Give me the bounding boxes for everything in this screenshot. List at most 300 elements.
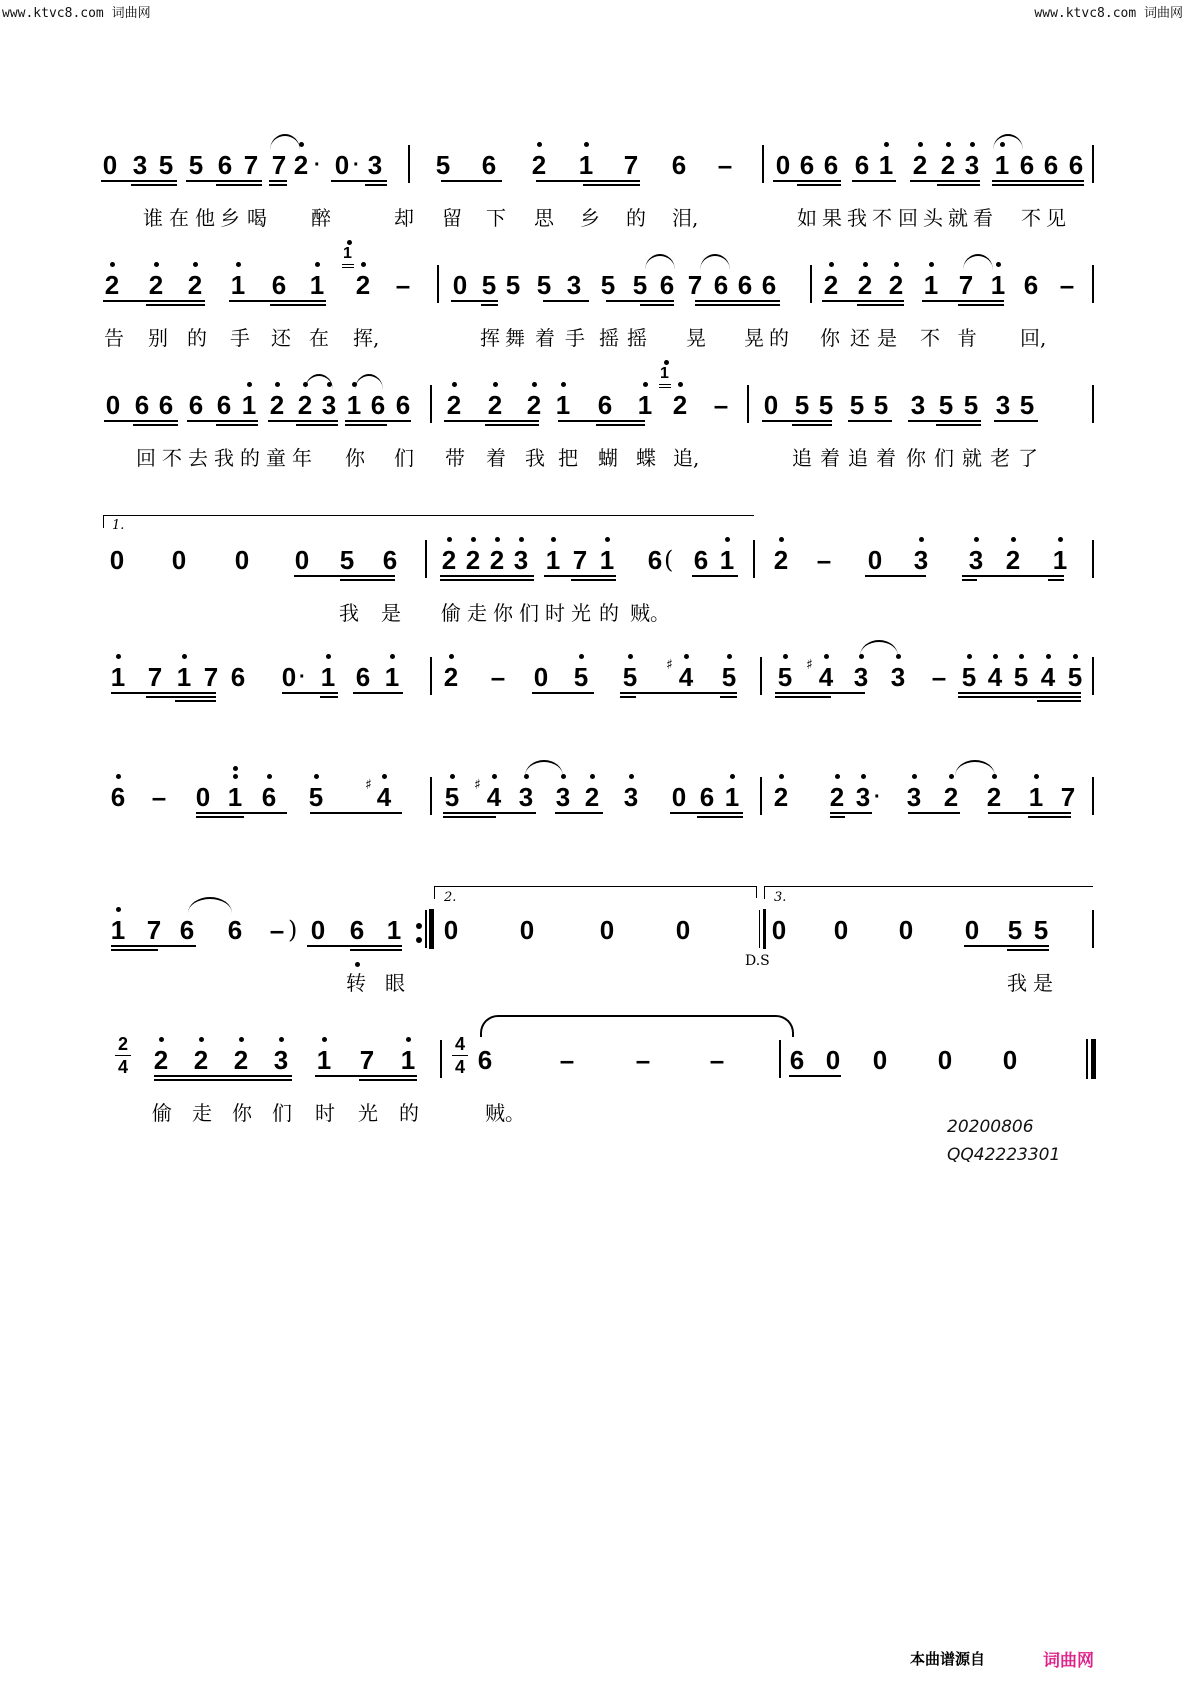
note: 6 [659,270,675,300]
note: 7 [147,662,163,692]
note: 3 [910,545,932,575]
lyric: 偷 [152,1101,172,1125]
lyric: 追, [673,446,700,470]
lyric: 回 [898,206,918,230]
date-stamp: 20200806 [947,1117,1034,1137]
note: 6 [107,782,129,812]
note: 1 [107,915,129,945]
lyric: 肯 [957,326,977,350]
lyric: 们 [519,601,539,625]
note: 3 [961,150,983,180]
volta-2-label: 2. [444,890,457,905]
note: 0 [519,915,535,945]
note: 5 [1033,915,1049,945]
watermark-header-right: www.ktvc8.com 词曲网 [1034,6,1183,21]
note: 2 [145,270,167,300]
note: 6 [179,915,195,945]
rest-dash: – [709,1045,725,1075]
rest-dash: – [713,390,729,420]
note: 3 [510,545,532,575]
note: 2 [290,150,312,180]
note: 7 [271,150,287,180]
lyric: 摇 [599,326,619,350]
lyric: 把 [558,446,578,470]
lyric: 你 [906,446,926,470]
lyric: 着 [876,446,896,470]
note: 5 [794,390,810,420]
lyric: 不 [872,206,892,230]
lyric: 别 [148,326,168,350]
note: 3 [620,782,642,812]
grace-note: 1 [343,245,352,262]
note: 6 [158,390,174,420]
rest-dash: – [151,782,167,812]
lyric: 带 [445,446,465,470]
lyric: 在 [309,326,329,350]
note: 7 [1060,782,1076,812]
note: 5 [632,270,648,300]
note: 7 [623,150,639,180]
note: 6 [258,782,280,812]
note: 0 [964,915,980,945]
note: 6 [217,150,233,180]
note: 2 [1002,545,1024,575]
note: 1 [397,1045,419,1075]
lyric: 眼 [385,971,405,995]
note: 4 [675,662,697,692]
note: 7 [958,270,974,300]
lyric: 的 [626,206,646,230]
lyric: 舞 [505,326,525,350]
lyric: 童 [266,446,286,470]
lyric: 我 [847,206,867,230]
note: 2 [150,1045,172,1075]
lyric: 不 [162,446,182,470]
note: 2 [266,390,288,420]
note: 3 [910,390,926,420]
lyric: 我 [214,446,234,470]
lyric: 泪, [672,206,699,230]
note: 0 [234,545,250,575]
note: 7 [243,150,259,180]
note: 2 [486,545,508,575]
note: 7 [203,662,219,692]
rest-dash: – [931,662,947,692]
lyric: 时 [315,1101,335,1125]
lyric: 看 [973,206,993,230]
rest-dash: – [635,1045,651,1075]
lyric: 醉 [311,206,331,230]
note: 2 [581,782,603,812]
lyric: 留 [442,206,462,230]
note: 0 [171,545,187,575]
qq-contact: QQ42223301 [947,1145,1061,1165]
note: 2 [462,545,484,575]
lyric: 走 [192,1101,212,1125]
note: 0 [452,270,468,300]
note: 1 [173,662,195,692]
note: 5 [600,270,616,300]
lyric: 就 [948,206,968,230]
note: 0 [102,150,118,180]
note: 1 [306,270,328,300]
note: 1 [987,270,1009,300]
note: 1 [721,782,743,812]
note: 2 [528,150,550,180]
note: 6 [647,545,663,575]
rest-dash: – [269,915,285,945]
note: 6 [216,390,232,420]
lyric: 光 [571,601,591,625]
lyric: 我 [525,446,545,470]
lyric: 不 [1021,206,1041,230]
note: 2 [101,270,123,300]
note: 3 [995,390,1011,420]
lyric: 他 [195,206,215,230]
note: 2 [523,390,545,420]
lyric: 手 [230,326,250,350]
lyric: 老 [990,446,1010,470]
note: 0 [334,150,350,180]
lyric: 追 [848,446,868,470]
note: 5 [1064,662,1086,692]
note: 5 [1019,390,1035,420]
note: 1 [552,390,574,420]
lyric: 时 [545,601,565,625]
note: 5 [536,270,552,300]
note: 5 [570,662,592,692]
note: 5 [938,390,954,420]
note: 5 [505,270,521,300]
note: 2 [190,1045,212,1075]
lyric: 思 [534,206,554,230]
lyric: 光 [358,1101,378,1125]
grace-note: 1 [660,365,669,382]
note: 2 [438,545,460,575]
note: 5 [339,545,355,575]
lyric: 晃 [686,326,706,350]
note: 3 [552,782,574,812]
note: 6 [671,150,687,180]
note: 1 [920,270,942,300]
sharp-icon: ♯ [365,777,372,793]
note: 5 [481,270,497,300]
note: 2 [230,1045,252,1075]
note: 0 [771,915,787,945]
note: 0 [867,545,883,575]
note: 0 [310,915,326,945]
lyric: 我 [1007,971,1027,995]
lyric: 的 [769,326,789,350]
note: 6 [346,915,368,945]
lyric: 手 [565,326,585,350]
note: 6 [1023,270,1039,300]
lyric: 贼。 [630,601,670,625]
note: 1 [343,390,365,420]
note: 0 [281,662,297,692]
note: 0 [671,782,687,812]
lyric: 谁 [143,206,163,230]
lyric: 是 [1033,971,1053,995]
note: 5 [1010,662,1032,692]
note: 1 [107,662,129,692]
note: 5 [305,782,327,812]
lyric: 见 [1046,206,1066,230]
time-signature-4-4 [452,1035,468,1076]
note: 6 [597,390,613,420]
note: 1 [224,782,246,812]
note: 5 [849,390,865,420]
lyric: 在 [169,206,189,230]
note: 2 [440,662,462,692]
note: 2 [443,390,465,420]
lyric: 喝 [247,206,267,230]
note: 5 [435,150,451,180]
note: 1 [542,545,564,575]
note: 1 [1025,782,1047,812]
note: 0 [294,545,310,575]
note: 4 [1037,662,1059,692]
source-site-link[interactable]: 词曲网 [1043,1651,1094,1671]
note: 5 [718,662,740,692]
note: 2 [352,270,374,300]
note: 3 [887,662,909,692]
lyric: 们 [272,1101,292,1125]
ts-top: 2 [117,1034,128,1054]
note: 2 [770,545,792,575]
note: 6 [395,390,411,420]
lyric: 我 [339,601,359,625]
lyric: 偷 [441,601,461,625]
lyric: 却 [394,206,414,230]
lyric: 是 [877,326,897,350]
note: 3 [965,545,987,575]
note: 1 [991,150,1013,180]
note: 2 [770,782,792,812]
ts-bottom: 4 [454,1057,465,1077]
sharp-icon: ♯ [474,777,481,793]
lyric: 晃 [744,326,764,350]
lyric: 了 [1018,446,1038,470]
note: 0 [898,915,914,945]
ts-bottom: 4 [117,1057,128,1077]
lyric: 蝶 [636,446,656,470]
lyric: 乡 [580,206,600,230]
lyric: 如 [797,206,817,230]
sharp-icon: ♯ [806,657,813,673]
lyric: 你 [493,601,513,625]
lyric: 去 [188,446,208,470]
rest-dash: – [816,545,832,575]
note: 0 [109,545,125,575]
note: 6 [799,150,815,180]
lyric: 回, [1020,326,1047,350]
note: 0 [599,915,615,945]
note: 1 [1049,545,1071,575]
rest-dash: – [490,662,506,692]
note: 4 [373,782,395,812]
lyric: 追 [792,446,812,470]
lyric: 转 [346,971,366,995]
lyric: 下 [486,206,506,230]
note: 0 [825,1045,841,1075]
rest-dash: – [395,270,411,300]
note: 2 [937,150,959,180]
note: 4 [815,662,837,692]
note: 5 [774,662,796,692]
note: 3 [318,390,340,420]
note: 3 [850,662,872,692]
lyric: 着 [820,446,840,470]
note: 1 [596,545,618,575]
note: 0 [872,1045,888,1075]
note: 5 [441,782,463,812]
note: 2 [184,270,206,300]
lyric: 走 [467,601,487,625]
note: 6 [737,270,753,300]
note: 6 [188,390,204,420]
note: 1 [381,662,403,692]
note: 1 [716,545,738,575]
lyric: 摇 [627,326,647,350]
rest-dash: – [1059,270,1075,300]
lyric: 是 [381,601,401,625]
note: 6 [477,1045,493,1075]
note: 6 [1019,150,1035,180]
lyric: 的 [599,601,619,625]
note: 5 [1007,915,1023,945]
note: 3 [515,782,537,812]
lyric: 们 [394,446,414,470]
note: 1 [386,915,402,945]
lyric: 还 [271,326,291,350]
note: 6 [854,150,870,180]
note: 2 [484,390,506,420]
note: 1 [238,390,260,420]
note: 5 [963,390,979,420]
source-label: 本曲谱源自 [910,1650,986,1668]
lyric: 的 [187,326,207,350]
note: 4 [483,782,505,812]
note: 2 [854,270,876,300]
watermark-header-left: www.ktvc8.com 词曲网 [2,6,151,21]
note: 5 [619,662,641,692]
lyric: 你 [820,326,840,350]
lyric: 的 [240,446,260,470]
note: 0 [195,782,211,812]
note: 6 [713,270,729,300]
note: 6 [823,150,839,180]
note: 5 [818,390,834,420]
note: 1 [575,150,597,180]
ds-marking: D.S [745,953,770,969]
note: 0 [833,915,849,945]
note: 6 [1043,150,1059,180]
note: 7 [687,270,703,300]
time-signature-2-4 [115,1035,131,1076]
lyric: 挥 [480,326,500,350]
note: 5 [188,150,204,180]
ts-top: 4 [454,1034,465,1054]
lyric: 着 [535,326,555,350]
sharp-icon: ♯ [666,657,673,673]
lyric: 回 [136,446,156,470]
volta-1-bracket [103,515,754,528]
augmentation-dot: · [299,666,306,688]
lyric: 你 [345,446,365,470]
note: 1 [313,1045,335,1075]
note: 3 [566,270,582,300]
lyric: 挥, [353,326,380,350]
note: 2 [826,782,848,812]
note: 1 [227,270,249,300]
note: 3 [852,782,874,812]
lyric: 就 [962,446,982,470]
lyric: 乡 [220,206,240,230]
note: 0 [937,1045,953,1075]
note: 6 [370,390,386,420]
rest-dash: – [559,1045,575,1075]
augmentation-dot: · [353,154,360,176]
note: 0 [105,390,121,420]
note: 5 [158,150,174,180]
lyric: 们 [934,446,954,470]
note: 1 [634,390,656,420]
lyric: 不 [920,326,940,350]
note: 6 [271,270,287,300]
note: 3 [270,1045,292,1075]
note: 1 [317,662,339,692]
lyric: 你 [232,1101,252,1125]
note: 2 [909,150,931,180]
lyric: 头 [923,206,943,230]
lyric: 着 [486,446,506,470]
tie [480,1015,794,1037]
note: 2 [294,390,316,420]
paren-open: ( [664,546,674,574]
note: 4 [984,662,1006,692]
lyric: 还 [850,326,870,350]
note: 3 [132,150,148,180]
note: 2 [983,782,1005,812]
note: 3 [367,150,383,180]
note: 6 [761,270,777,300]
note: 6 [227,915,243,945]
note: 6 [134,390,150,420]
lyric: 年 [292,446,312,470]
note: 2 [940,782,962,812]
volta-3-label: 3. [774,890,787,905]
note: 3 [903,782,925,812]
note: 7 [146,915,162,945]
note: 2 [820,270,842,300]
volta-3-bracket [764,886,1093,899]
note: 0 [675,915,691,945]
note: 6 [1068,150,1084,180]
note: 6 [230,662,246,692]
note: 2 [885,270,907,300]
volta-1-label: 1. [112,518,125,533]
note: 0 [1002,1045,1018,1075]
volta-2-bracket [434,886,757,899]
note: 0 [775,150,791,180]
note: 0 [533,662,549,692]
note: 7 [359,1045,375,1075]
paren-close: ) [288,916,298,944]
note: 0 [443,915,459,945]
augmentation-dot: · [874,786,881,808]
note: 2 [669,390,691,420]
